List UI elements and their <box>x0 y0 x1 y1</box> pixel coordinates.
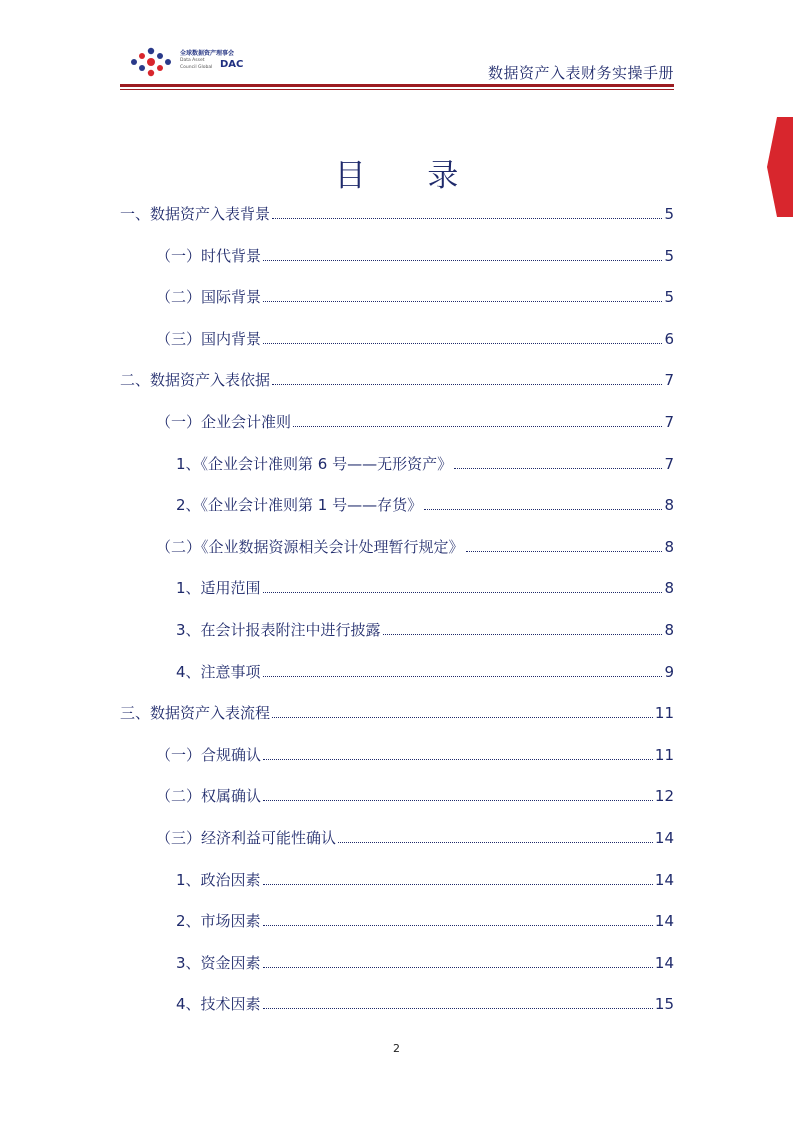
toc-entry[interactable] <box>156 242 674 266</box>
toc-entry-page: 14 <box>654 870 674 889</box>
header-rule-thick <box>120 84 674 87</box>
toc-entry-page: 9 <box>664 662 674 681</box>
toc-entry-label: （一）时代背景 <box>156 246 262 265</box>
toc-entry-page: 7 <box>664 454 674 473</box>
toc-entry-page: 6 <box>664 329 674 348</box>
toc-entry-page: 11 <box>654 745 674 764</box>
toc-entry-label: 4、技术因素 <box>176 995 261 1014</box>
toc-entry-label: 3、在会计报表附注中进行披露 <box>176 621 381 639</box>
toc-entry-page: 11 <box>654 704 674 723</box>
toc-entry[interactable] <box>176 658 674 682</box>
toc-leader-dots <box>454 467 662 469</box>
toc-leader-dots <box>263 259 662 261</box>
toc-leader-dots <box>293 425 662 427</box>
toc-entry-page: 14 <box>654 953 674 972</box>
toc-entry-page: 14 <box>654 912 674 931</box>
toc-leader-dots <box>263 1007 653 1009</box>
toc-entry[interactable] <box>176 574 674 598</box>
toc-entry-label: 1、适用范围 <box>176 579 261 598</box>
toc-entry[interactable] <box>176 616 674 640</box>
logo-text <box>180 50 244 71</box>
toc-entry[interactable] <box>176 450 674 474</box>
toc-leader-dots <box>263 675 663 677</box>
logo-abbr: DAC <box>220 59 244 70</box>
toc-entry[interactable] <box>156 408 674 432</box>
toc-entry-label: （二）国际背景 <box>156 288 262 307</box>
toc-entry-page: 8 <box>664 537 674 556</box>
toc-leader-dots <box>424 508 662 510</box>
toc-leader-dots <box>263 300 662 302</box>
toc-entry-page: 14 <box>654 829 674 847</box>
toc-entry-label: （二）《企业数据资源相关会计处理暂行规定》 <box>156 537 464 556</box>
page-number: 2 <box>393 1042 400 1055</box>
toc-entry-label: 1、《企业会计准则第 6 号——无形资产》 <box>176 454 453 473</box>
toc-entry[interactable] <box>156 782 674 806</box>
toc-entry[interactable] <box>176 907 674 931</box>
toc-entry-label: 1、政治因素 <box>176 870 261 889</box>
header-rule-thin <box>120 89 674 90</box>
toc-leader-dots <box>263 966 653 968</box>
toc-entry-page: 15 <box>654 995 674 1014</box>
toc-entry-label: （三）经济利益可能性确认 <box>156 829 337 847</box>
toc-entry[interactable] <box>156 283 674 307</box>
toc-entry[interactable] <box>176 866 674 890</box>
toc-entry-page: 12 <box>654 787 674 806</box>
toc-entry-label: 2、市场因素 <box>176 912 261 931</box>
toc-entry[interactable] <box>156 533 674 557</box>
toc-entry-page: 5 <box>664 205 674 223</box>
toc-leader-dots <box>263 799 653 801</box>
toc-leader-dots <box>263 924 653 926</box>
toc-entry[interactable] <box>156 824 674 848</box>
toc-leader-dots <box>263 883 653 885</box>
toc-entry[interactable] <box>176 491 674 515</box>
toc-entry-label: 二、数据资产入表依据 <box>120 371 271 390</box>
toc-leader-dots <box>272 383 662 385</box>
toc-entry[interactable] <box>120 366 674 390</box>
toc-leader-dots <box>383 633 663 635</box>
dac-logo-icon <box>128 46 174 78</box>
dac-logo <box>128 46 308 78</box>
toc-entry-label: 4、注意事项 <box>176 662 261 681</box>
toc-entry-label: 一、数据资产入表背景 <box>120 205 271 223</box>
toc-entry-label: 三、数据资产入表流程 <box>120 704 271 723</box>
toc-entry-page: 8 <box>664 579 674 598</box>
toc-entry-page: 7 <box>664 371 674 390</box>
toc-leader-dots <box>272 217 662 219</box>
toc-entry-page: 8 <box>664 621 674 639</box>
toc-entry-label: 3、资金因素 <box>176 953 261 972</box>
toc-entry-label: （三）国内背景 <box>156 329 262 348</box>
logo-cn: 全球数据资产理事会 <box>180 50 235 57</box>
toc-entry[interactable] <box>176 949 674 973</box>
toc-leader-dots <box>263 758 653 760</box>
toc-entry[interactable] <box>176 990 674 1014</box>
toc-entry[interactable] <box>120 200 674 224</box>
toc-leader-dots <box>466 550 663 552</box>
toc-entry[interactable] <box>120 699 674 723</box>
toc-entry-page: 5 <box>664 246 674 265</box>
toc-entry-label: 2、《企业会计准则第 1 号——存货》 <box>176 496 423 515</box>
toc-leader-dots <box>263 342 662 344</box>
toc-entry-page: 8 <box>664 496 674 515</box>
document-title: 数据资产入表财务实操手册 <box>487 64 674 82</box>
toc-heading: 目 录 <box>334 158 485 194</box>
toc-entry-label: （二）权属确认 <box>156 787 262 806</box>
toc-entry-page: 7 <box>664 413 674 431</box>
toc-entry-label: （一）合规确认 <box>156 745 262 764</box>
toc-leader-dots <box>263 591 663 593</box>
toc-entry[interactable] <box>156 741 674 765</box>
logo-en-1: Data Asset <box>180 58 205 63</box>
toc-entry-label: （一）企业会计准则 <box>156 413 292 431</box>
toc-leader-dots <box>338 841 653 843</box>
toc-entry[interactable] <box>156 325 674 349</box>
toc-leader-dots <box>272 716 653 718</box>
toc-entry-page: 5 <box>664 288 674 307</box>
logo-en-2: Council Global <box>180 65 213 70</box>
